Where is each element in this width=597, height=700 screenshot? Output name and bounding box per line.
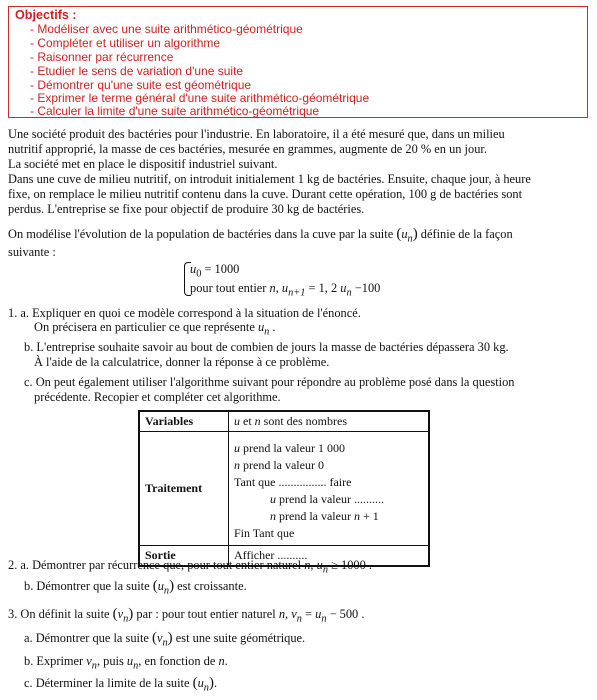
variables-cell: u et n sont des nombres: [229, 411, 430, 432]
q1b-line: À l'aide de la calculatrice, donner la réponse à ce problème.: [34, 355, 330, 369]
objectif-item: - Démontrer qu'une suite est géométrique: [30, 78, 252, 92]
objectif-item: - Raisonner par récurrence: [30, 50, 174, 64]
algorithm-table: [138, 410, 430, 567]
model-line: On modélise l'évolution de la population de bactéries dans la cuve par la suite $(u_n)$ définie de la façon: [8, 226, 513, 245]
q2a-line: 2. a. Démontrer par récurrence que, pour tout entier naturel n, $u_n \ge 1000$ .: [8, 558, 372, 576]
system-eq-2: pour tout entier n, $u_{n+1} = 1$, 2 $u_n -100$: [190, 281, 381, 299]
q3c-line: c. Déterminer la limite de la suite $(u_n)$.: [24, 675, 218, 694]
sortie-label: Sortie: [139, 546, 229, 567]
intro-line: perdus. L'entreprise se fixe pour objectif de produire 30 kg de bactéries.: [8, 202, 365, 216]
q1a-line: 1. a. Expliquer en quoi ce modèle correspond à la situation de l'énoncé.: [8, 306, 361, 320]
intro-line: Une société produit des bactéries pour l'industrie. En laboratoire, il a été mesuré que, dans un milieu: [8, 127, 505, 141]
intro-line: Dans une cuve de milieu nutritif, on introduit initialement 1 kg de bactéries. Ensuite, chaque jour, à heure: [8, 172, 531, 186]
variables-label: Variables: [139, 411, 229, 432]
table-row: [139, 411, 429, 432]
objectif-item: - Calculer la limite d'une suite arithmético-géométrique: [30, 104, 320, 118]
objectif-item: - Modéliser avec une suite arithmético-géométrique: [30, 22, 303, 36]
q1c-line: c. On peut également utiliser l'algorithme suivant pour répondre au problème posé dans la question: [24, 375, 515, 389]
objectifs-title: Objectifs :: [15, 8, 77, 22]
intro-line: La société met en place le dispositif industriel suivant.: [8, 157, 278, 171]
objectif-item: - Compléter et utiliser un algorithme: [30, 36, 221, 50]
q2b-line: b. Démontrer que la suite $(u_n)$ est croissante.: [24, 578, 247, 597]
q1a-line: On précisera en particulier ce que représente $u_n$ .: [34, 320, 276, 338]
q3b-line: b. Exprimer $v_n$, puis $u_n$, en fonction de n.: [24, 654, 228, 672]
system-eq-1: $u_0 = 1000$: [190, 262, 240, 280]
q3-line: 3. On définit la suite $(v_n)$ par : pour tout entier naturel n, $v_n = u_n - 500$ .: [8, 606, 365, 625]
sortie-cell: Afficher ..........: [229, 546, 430, 567]
q1b-line: b. L'entreprise souhaite savoir au bout de combien de jours la masse de bactéries dépassera 30 kg.: [24, 340, 509, 354]
objectif-item: - Etudier le sens de variation d'une suite: [30, 64, 244, 78]
intro-line: fixe, on remplace le milieu nutritif contenu dans la cuve. Durant cette opération, 100 g de bactéries sont: [8, 187, 523, 201]
table-row: [139, 432, 429, 546]
model-line: suivante :: [8, 245, 56, 259]
intro-line: nutritif approprié, la masse de ces bactéries, mesurée en grammes, augmente de 20 % en un jour.: [8, 142, 487, 156]
q1c-line: précédente. Recopier et compléter cet algorithme.: [34, 390, 281, 404]
traitement-label: Traitement: [139, 432, 229, 546]
traitement-cell: u prend la valeur 1 000 n prend la valeur 0 Tant que ................ faire u prend la valeur .......... n prend la valeur n + 1 Fin Tant que: [229, 432, 430, 546]
objectif-item: - Exprimer le terme général d'une suite arithmético-géométrique: [30, 91, 370, 105]
q3a-line: a. Démontrer que la suite $(v_n)$ est une suite géométrique.: [24, 630, 306, 649]
